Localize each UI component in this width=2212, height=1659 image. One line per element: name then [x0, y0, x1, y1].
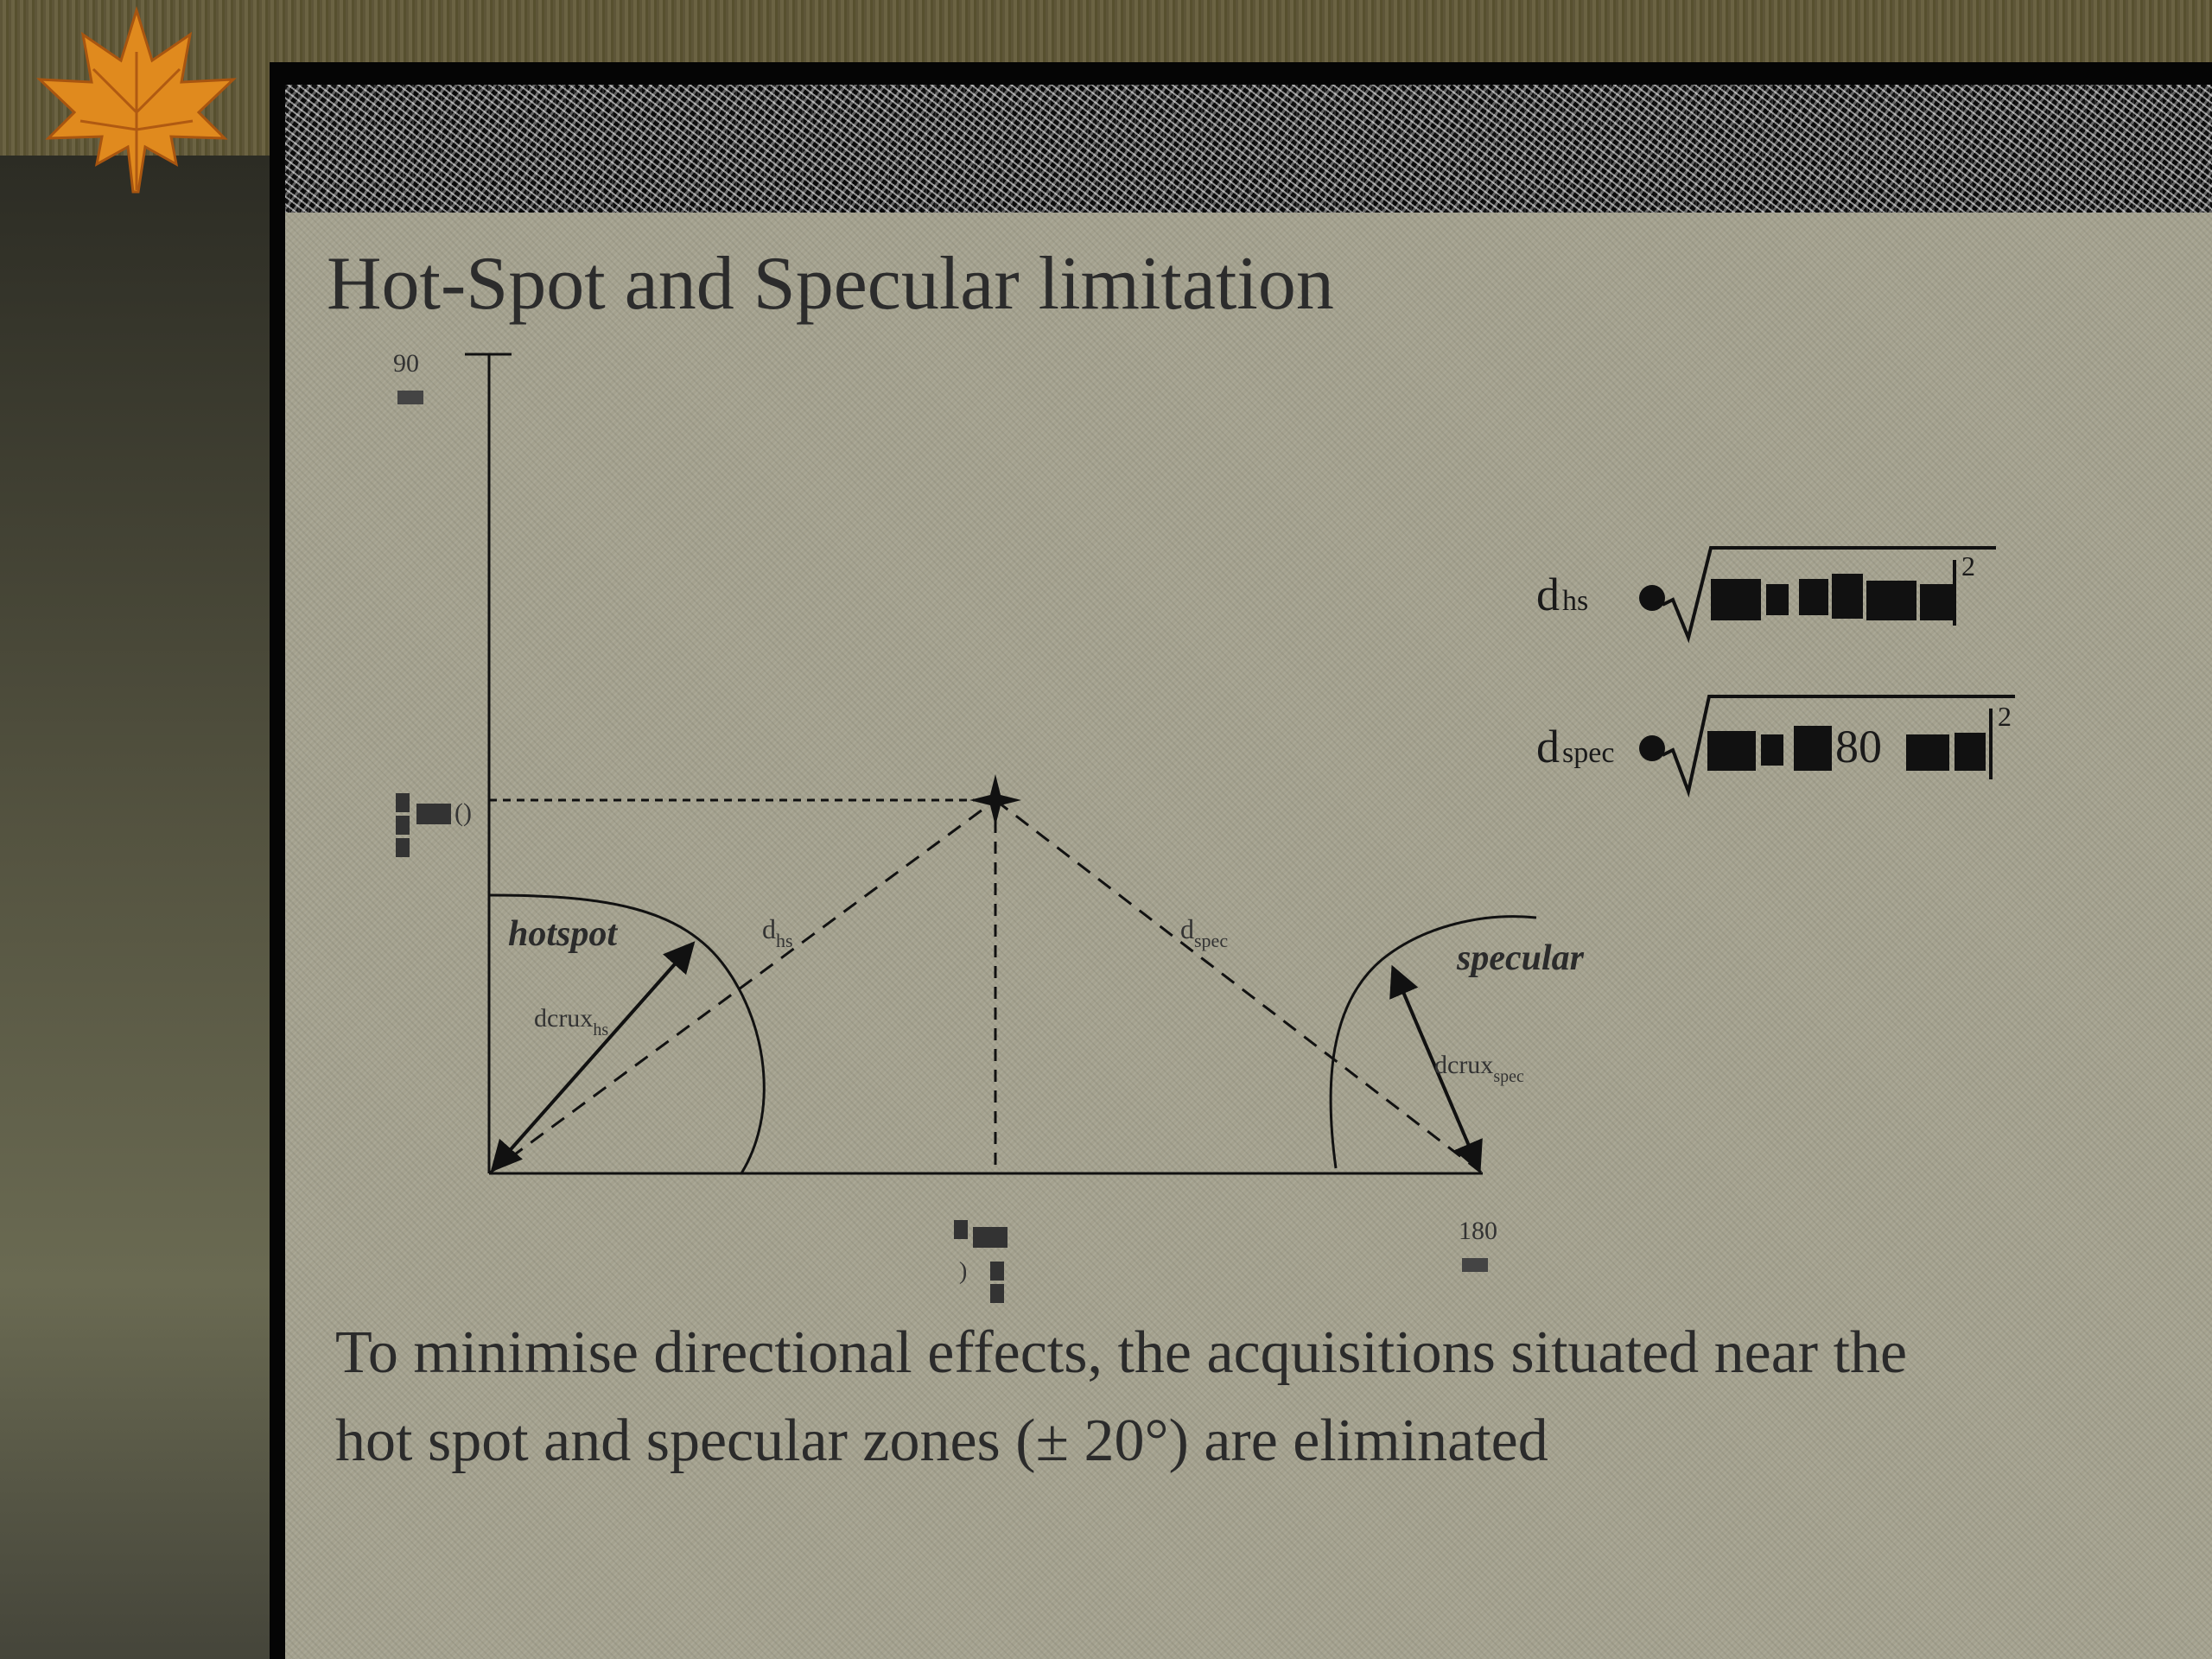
formula-hs-lhs: d [1536, 569, 1560, 620]
formula-hs-equals-glyph [1639, 585, 1665, 611]
formula-hs-sub: hs [1562, 585, 1589, 617]
formula-spec-constant: 80 [1835, 721, 1882, 772]
slide-title: Hot-Spot and Specular limitation [327, 242, 1334, 326]
d-hs-line [489, 800, 995, 1173]
formula-spec [1536, 696, 2015, 791]
formula-spec-equals-glyph [1639, 735, 1665, 761]
specular-label: specular [1457, 938, 1584, 978]
d-spec-line [995, 800, 1483, 1173]
star-point-icon [969, 774, 1021, 826]
dcrux-spec-label: dcrux$_{spec}$ [1434, 1051, 1524, 1086]
svg-text:): ) [959, 1258, 968, 1285]
formula-spec-exponent: 2 [1998, 701, 2012, 732]
dcrux-hs-arrow [493, 944, 693, 1170]
formula-spec-lhs: d [1536, 721, 1560, 772]
y-axis-top-glyph [397, 391, 423, 404]
y-axis-top-label: 90 [393, 349, 419, 378]
d-spec-label: $d_{spec}$ [1180, 913, 1229, 951]
dcrux-hs-label: dcrux$_{hs}$ [534, 1004, 609, 1039]
x-axis-right-glyph [1462, 1258, 1488, 1272]
x-axis-glyph [954, 1220, 1007, 1303]
x-axis-right-label: 180 [1459, 1217, 1497, 1245]
hotspot-label: hotspot [508, 914, 618, 954]
formula-hs [1536, 548, 1996, 638]
y-axis-glyph [396, 793, 472, 857]
svg-text:d [1536, 569, 1560, 620]
body-text: To minimise directional effects, the acquisitions situated near the hot spot and specular zones (± 20°) are eliminated [335, 1319, 1908, 1474]
svg-text:(): () [454, 798, 472, 827]
formula-hs-exponent: 2 [1961, 550, 1975, 582]
formula-spec-sub: spec [1562, 737, 1615, 769]
formula-hs-garbled-terms [1711, 560, 1955, 626]
d-hs-label: $d_{hs}$ [762, 913, 793, 951]
